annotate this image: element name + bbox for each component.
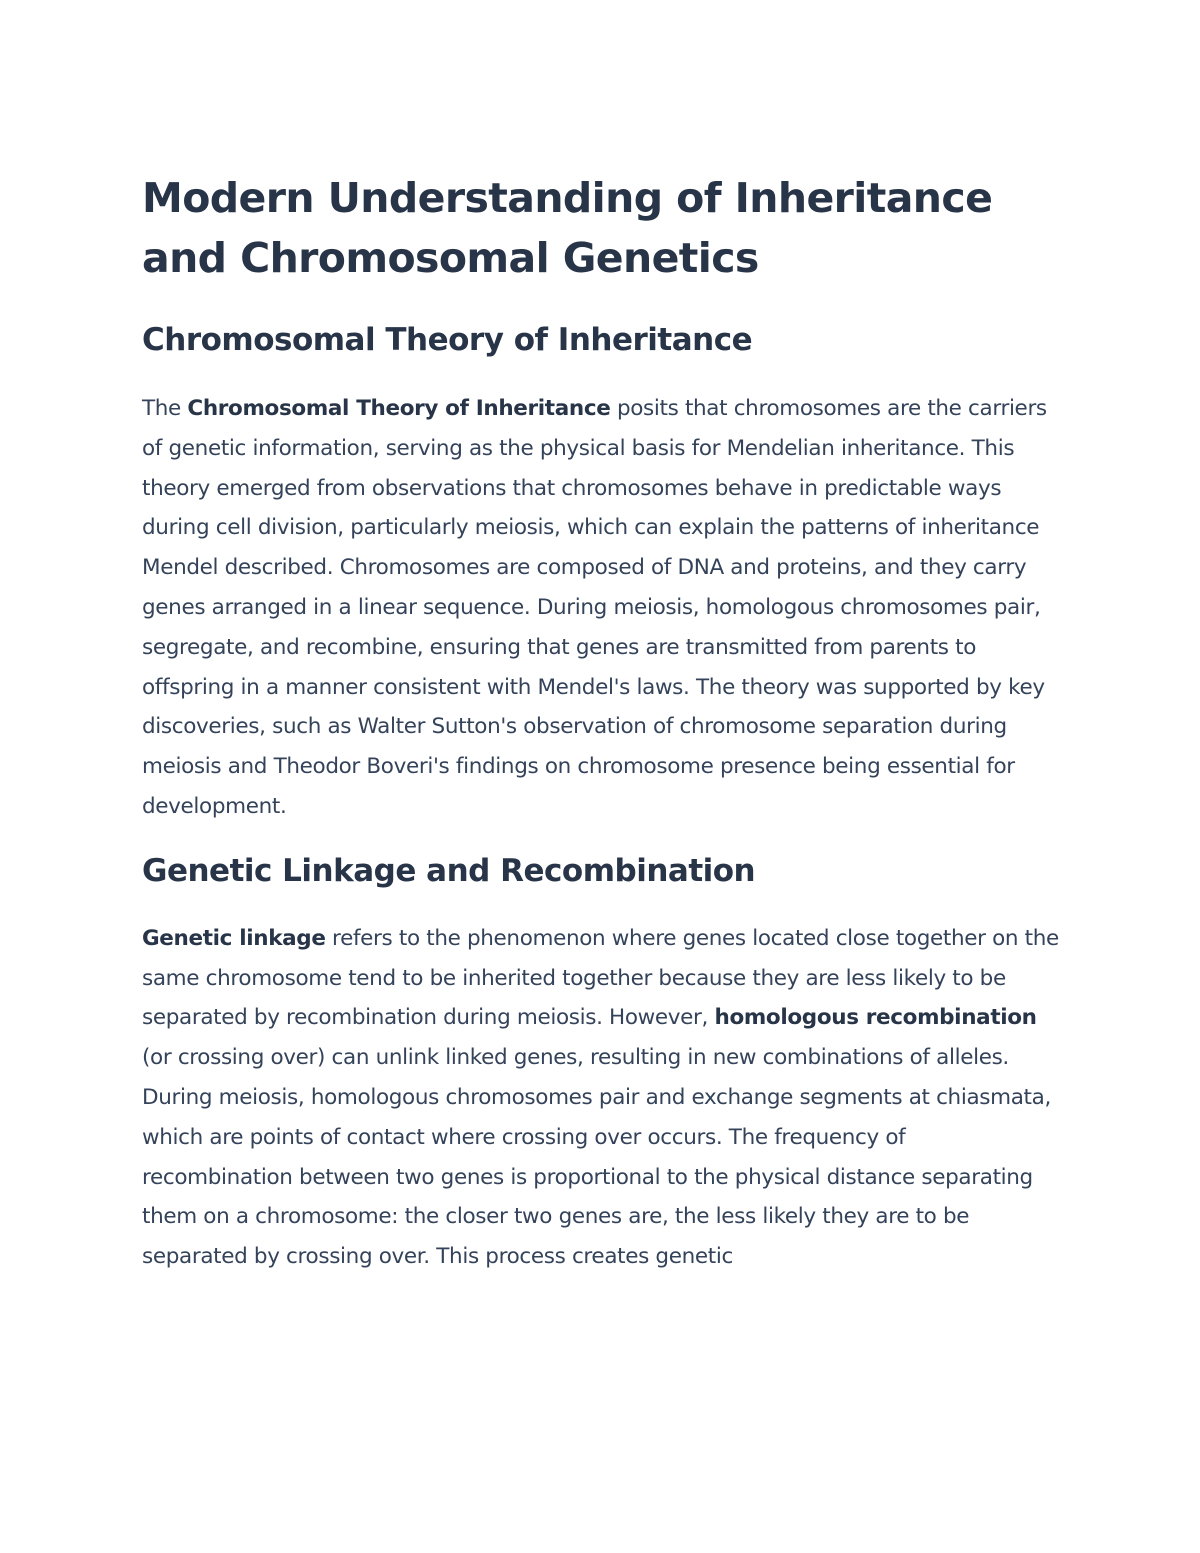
paragraph-chromosomal-theory xyxy=(142,389,1062,827)
paragraph-text: refers to the phenomenon where genes located close together on the same chromosome tend to be inherited together because they are less likely to be separated by recombination during meiosis. However, xyxy=(142,925,1059,1031)
section-heading-chromosomal-theory: Chromosomal Theory of Inheritance xyxy=(142,322,753,358)
bold-term: Genetic linkage xyxy=(142,925,326,951)
bold-term: Chromosomal Theory of Inheritance xyxy=(187,396,611,421)
paragraph-text: (or crossing over) can unlink linked genes, resulting in new combinations of alleles. During meiosis, homologous chromosomes pair and exchange segments at chiasmata, which are points of contact where crossing over occurs. The frequency of recombination between two genes is proportional to the physical distance separating them on a chromosome: the closer two genes are, the less likely they are to be separated by crossing over. This process creates genetic xyxy=(142,1045,1051,1270)
paragraph-text: posits that chromosomes are the carriers of genetic information, serving as the physical basis for Mendelian inheritance. This theory emerged from observations that chromosomes behave in predictable ways during cell division, particularly meiosis, which can explain the patterns of inheritance Mendel described. Chromosomes are composed of DNA and proteins, and they carry genes arranged in a linear sequence. During meiosis, homologous chromosomes pair, segregate, and recombine, ensuring that genes are transmitted from parents to offspring in a manner consistent with Mendel's laws. The theory was supported by key discoveries, such as Walter Sutton's observation of chromosome separation during meiosis and Theodor Boveri's findings on chromosome presence being essential for development. xyxy=(142,396,1047,819)
bold-term: homologous recombination xyxy=(714,1005,1037,1031)
paragraph-text: The xyxy=(142,396,188,421)
document-page xyxy=(142,168,1062,1277)
section-heading-genetic-linkage: Genetic Linkage and Recombination xyxy=(142,852,756,889)
document-title: Modern Understanding of Inheritance and Chromosomal Genetics xyxy=(142,174,993,282)
paragraph-genetic-linkage xyxy=(142,919,1062,1277)
